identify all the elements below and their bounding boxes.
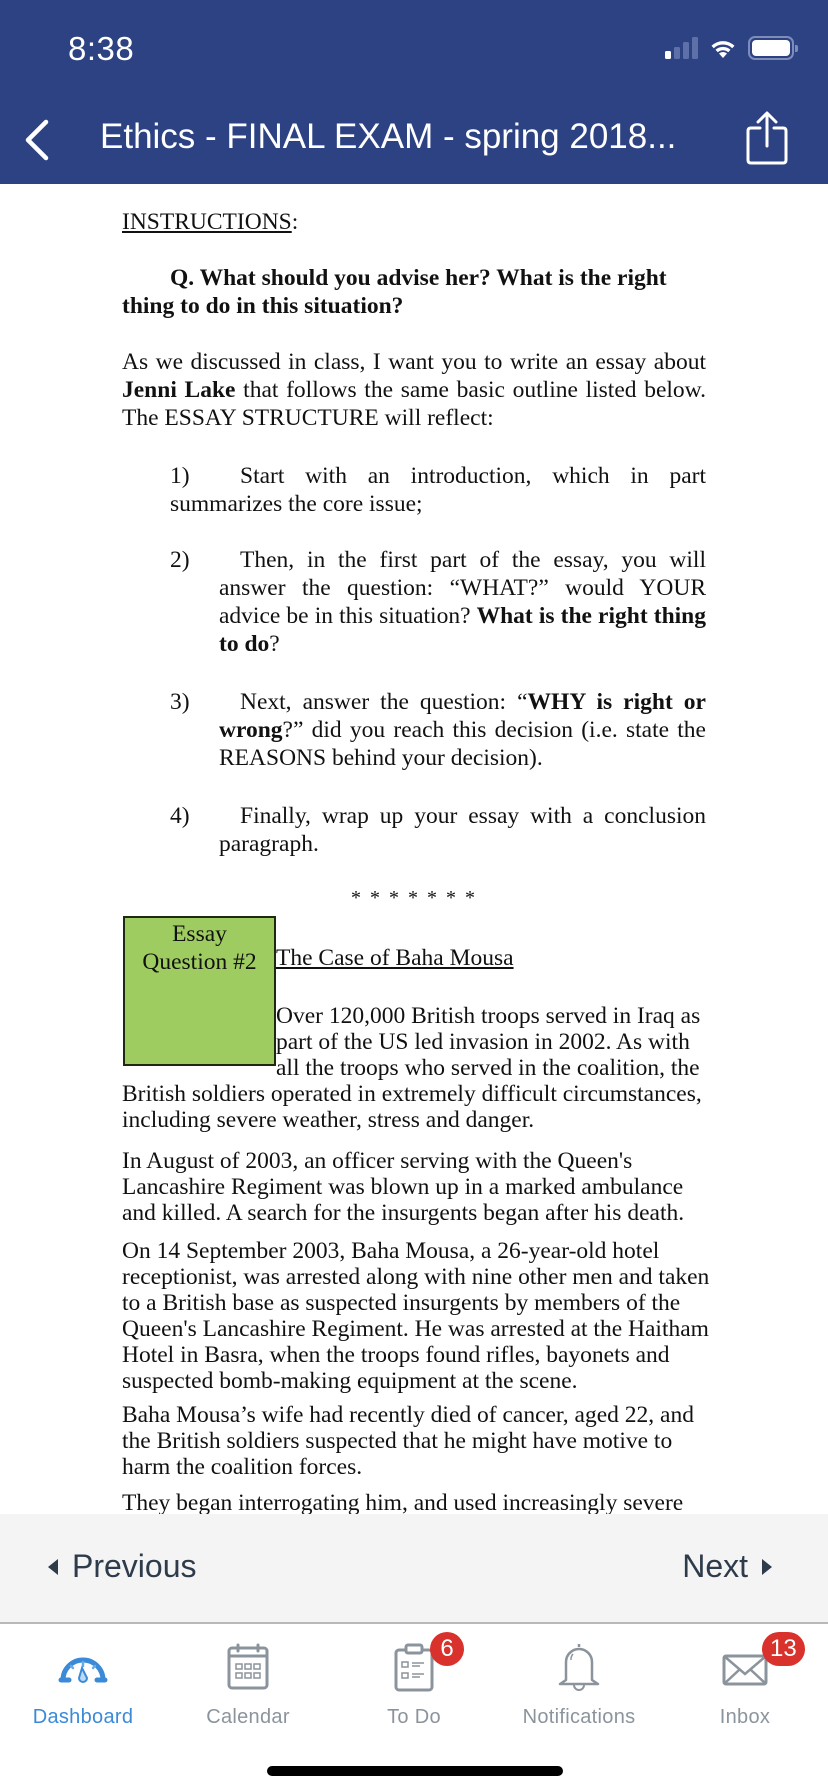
step-2 xyxy=(219,546,706,658)
app-header xyxy=(0,0,828,184)
next-label: Next xyxy=(682,1548,748,1584)
step-2-bold: What is the right thing to do xyxy=(219,603,706,657)
step-3 xyxy=(219,688,706,772)
para1-line2: part of the US led invasion in 2002. As with xyxy=(276,1029,690,1055)
step-4-text: Finally, wrap up your essay with a conclusion paragraph. xyxy=(219,803,706,857)
intro-part1: As we discussed in class, I want you to write an essay about xyxy=(122,349,706,375)
step-1-text: Start with an introduction, which in part summarizes the core issue; xyxy=(170,463,706,517)
battery-icon xyxy=(748,36,794,60)
intro-part2: that follows the same basic outline listed below. The ESSAY STRUCTURE will reflect: xyxy=(122,377,706,431)
calendar-icon xyxy=(220,1642,276,1692)
para1-line1: Over 120,000 British troops served in Iraq as xyxy=(276,1003,701,1029)
instructions-heading xyxy=(122,208,298,236)
tab-label: Calendar xyxy=(206,1706,290,1728)
inbox-badge: 13 xyxy=(762,1632,805,1666)
paragraph-2: In August of 2003, an officer serving with the Queen's Lancashire Regiment was blown up in a marked ambulance and killed. A search for the insurgents began after his death. xyxy=(122,1148,685,1226)
caret-left-icon xyxy=(48,1559,58,1575)
tab-inbox[interactable] xyxy=(662,1626,828,1736)
tab-todo[interactable] xyxy=(331,1626,497,1736)
step-4-number: 4) xyxy=(170,803,190,829)
chevron-left-icon xyxy=(18,116,58,164)
step-3-pre: Next, answer the question: “ xyxy=(240,689,528,715)
paragraph-4: Baha Mousa’s wife had recently died of cancer, aged 22, and the British soldiers suspected that he might have motive to harm the coalition forces. xyxy=(122,1402,694,1480)
intro-bold: Jenni Lake xyxy=(122,377,236,403)
todo-badge: 6 xyxy=(430,1632,464,1666)
step-3-number: 3) xyxy=(170,689,190,715)
tab-label: Dashboard xyxy=(32,1706,134,1728)
question-text: Q. What should you advise her? What is the right thing to do in this situation? xyxy=(122,265,667,319)
essay-question-box xyxy=(123,916,276,1066)
step-2-text: Then, in the first part of the essay, you will answer the question: “WHAT?” would YOUR advice be in this situation? xyxy=(219,547,706,629)
para1-line5: including severe weather, stress and danger. xyxy=(122,1107,535,1133)
home-indicator[interactable] xyxy=(267,1766,563,1776)
tab-label: To Do xyxy=(387,1706,441,1728)
para1-line4: British soldiers operated in extremely difficult circumstances, xyxy=(122,1081,702,1107)
step-4 xyxy=(219,802,706,858)
previous-label: Previous xyxy=(72,1548,197,1584)
share-icon xyxy=(744,110,790,166)
para1-line3: all the troops who served in the coalition, the xyxy=(276,1055,700,1081)
instructions-heading-text: INSTRUCTIONS xyxy=(122,209,292,235)
essay-box-line1: Essay xyxy=(172,921,227,947)
step-3-bold: WHY is right or wrong xyxy=(219,689,706,743)
tab-calendar[interactable] xyxy=(165,1626,331,1736)
step-1-number: 1) xyxy=(170,463,190,489)
step-2-number: 2) xyxy=(170,547,190,573)
instructions-colon: : xyxy=(291,209,299,235)
separator: * * * * * * * xyxy=(351,887,477,909)
tab-label: Inbox xyxy=(719,1706,771,1728)
case-title: The Case of Baha Mousa xyxy=(276,945,514,971)
bell-icon xyxy=(551,1642,607,1692)
document-viewer[interactable] xyxy=(0,184,828,1514)
tab-notifications[interactable] xyxy=(496,1626,662,1736)
intro-paragraph xyxy=(122,348,706,432)
previous-button[interactable] xyxy=(48,1548,197,1585)
step-3-text: ?” did you reach this decision (i.e. state the REASONS behind your decision). xyxy=(219,717,706,771)
tab-bar xyxy=(0,1626,828,1792)
caret-right-icon xyxy=(762,1559,772,1575)
paragraph-5: They began interrogating him, and used increasingly severe xyxy=(122,1490,684,1514)
signal-icon xyxy=(665,37,698,59)
paragraph-3: On 14 September 2003, Baha Mousa, a 26-year-old hotel receptionist, was arrested along with nine other men and taken to a British base as suspected insurgents by members of the Queen's Lancashire Regiment. He was arrested at the Haitham Hotel in Basra, when the troops found rifles, bayonets and suspected bomb-making equipment at the scene. xyxy=(122,1238,710,1394)
status-icons xyxy=(665,36,794,60)
status-time: 8:38 xyxy=(68,30,135,67)
step-2-tail: ? xyxy=(269,631,280,657)
essay-box-line2: Question #2 xyxy=(142,949,257,975)
next-button[interactable] xyxy=(682,1548,772,1585)
step-1 xyxy=(170,462,706,518)
share-button[interactable] xyxy=(744,110,790,166)
pager-bar xyxy=(0,1514,828,1624)
dashboard-icon xyxy=(55,1642,111,1692)
page-title: Ethics - FINAL EXAM - spring 2018... xyxy=(100,117,677,156)
wifi-icon xyxy=(708,37,738,59)
tab-dashboard[interactable] xyxy=(0,1626,166,1736)
tab-label: Notifications xyxy=(522,1706,636,1728)
back-button[interactable] xyxy=(18,116,58,164)
